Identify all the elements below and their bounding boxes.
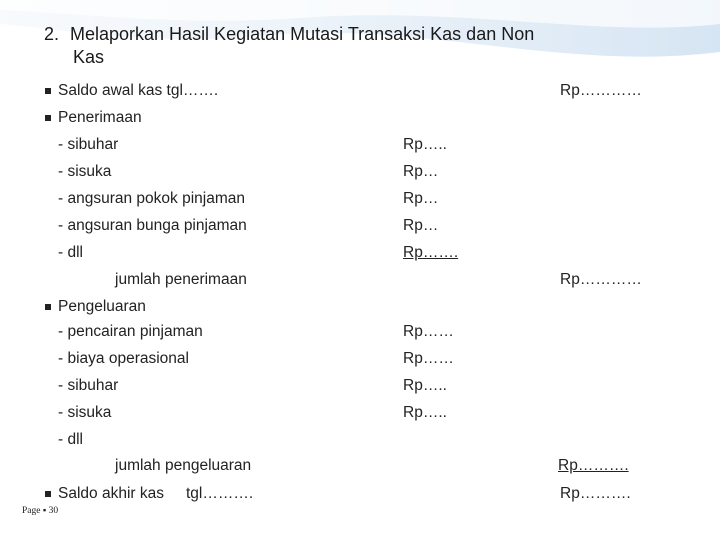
penerimaan-total-amount: Rp………… [560, 271, 642, 288]
penerimaan-item-amount: Rp… [403, 217, 439, 234]
penerimaan-item-amount: Rp……. [403, 244, 459, 261]
page-number: Page ▪ 30 [22, 506, 59, 516]
penerimaan-item-label: - angsuran pokok pinjaman [58, 190, 245, 207]
penerimaan-item-label: - sibuhar [58, 136, 119, 153]
slide-title [44, 23, 534, 69]
pengeluaran-item-amount: Rp….. [403, 377, 447, 394]
pengeluaran-item-label: - sisuka [58, 404, 112, 421]
penerimaan-item-amount: Rp….. [403, 136, 447, 153]
pengeluaran-item-amount: Rp….. [403, 404, 447, 421]
saldo-akhir-date: tgl………. [186, 485, 254, 502]
pengeluaran-item-label: - pencairan pinjaman [58, 323, 203, 340]
penerimaan-item-amount: Rp… [403, 190, 439, 207]
bullet-icon [45, 115, 51, 121]
pengeluaran-heading: Pengeluaran [58, 298, 146, 315]
title-line-2: Kas [73, 47, 105, 67]
bullet-icon [45, 88, 51, 94]
penerimaan-heading: Penerimaan [58, 109, 142, 126]
saldo-akhir-label: Saldo akhir kas [58, 485, 164, 502]
pengeluaran-item-label: - sibuhar [58, 377, 119, 394]
pengeluaran-item-label: - biaya operasional [58, 350, 189, 367]
pengeluaran-total-label: jumlah pengeluaran [115, 457, 252, 474]
penerimaan-total-label: jumlah penerimaan [115, 271, 247, 288]
title-line-1: Melaporkan Hasil Kegiatan Mutasi Transaksi Kas dan Non [70, 24, 535, 44]
penerimaan-item-amount: Rp… [403, 163, 439, 180]
pengeluaran-item-amount: Rp…… [403, 350, 454, 367]
pengeluaran-item-label: - dll [58, 431, 83, 448]
pengeluaran-item-amount: Rp…… [403, 323, 454, 340]
saldo-awal-amount: Rp………… [560, 82, 642, 99]
penerimaan-item-label: - dll [58, 244, 83, 261]
bullet-icon [45, 304, 51, 310]
bullet-icon [45, 491, 51, 497]
penerimaan-item-label: - angsuran bunga pinjaman [58, 217, 247, 234]
pengeluaran-total-amount: Rp………. [558, 457, 629, 474]
saldo-akhir-amount: Rp………. [560, 485, 631, 502]
penerimaan-item-label: - sisuka [58, 163, 112, 180]
saldo-awal-label: Saldo awal kas tgl……. [58, 82, 219, 99]
title-number: 2. [44, 24, 60, 44]
